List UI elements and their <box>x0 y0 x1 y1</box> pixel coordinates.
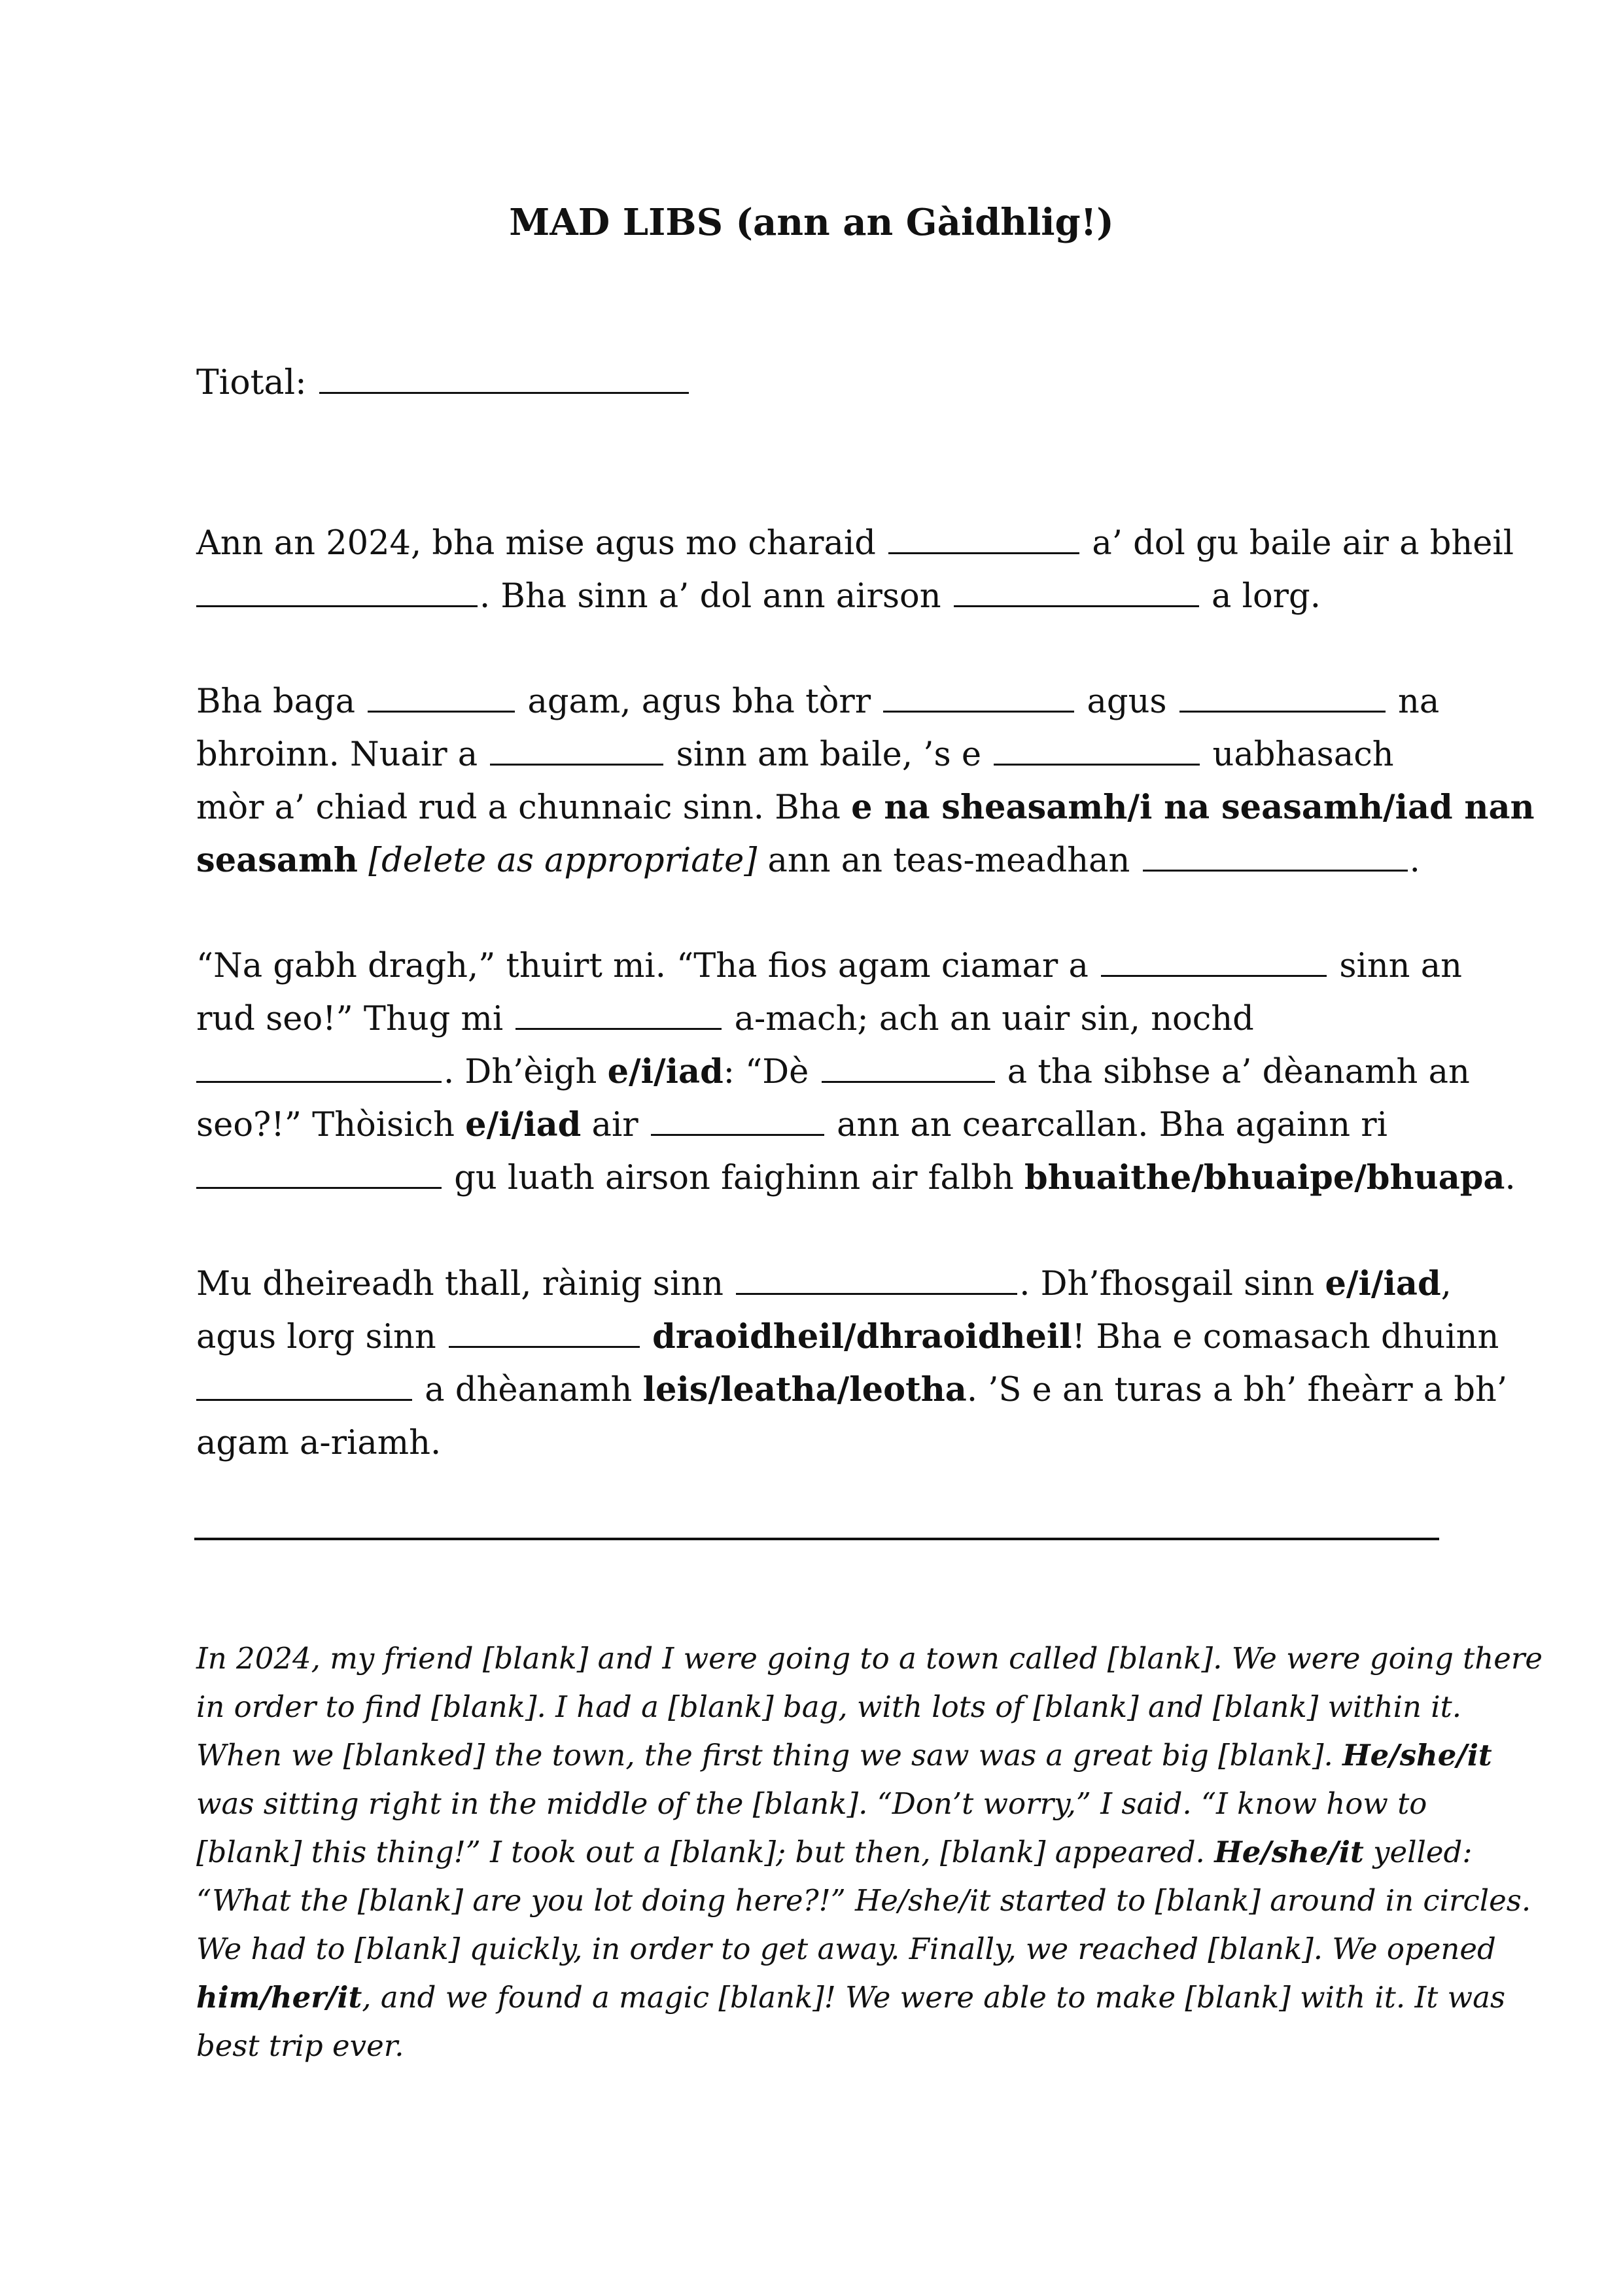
story-text: rud seo!” Thug mi <box>196 1000 504 1038</box>
blank-verb-circles[interactable] <box>651 1100 824 1136</box>
tiotal-blank[interactable] <box>319 358 689 394</box>
tiotal-line <box>196 357 691 409</box>
story-text: ! Bha e comasach dhuinn <box>1072 1318 1499 1356</box>
story-paragraph-3 <box>196 940 1516 1205</box>
blank-exclamation-word[interactable] <box>822 1047 995 1083</box>
story-line <box>196 1258 1452 1311</box>
story-text: . ’S e an turas a bh’ fheàrr a bh’ <box>966 1371 1508 1409</box>
blank-verb-reached[interactable] <box>490 730 663 766</box>
story-text: a-mach; ach an uair sin, nochd <box>734 1000 1254 1038</box>
story-instruction: [delete as appropriate] <box>368 841 758 880</box>
blank-bag-adjective[interactable] <box>368 677 515 713</box>
story-paragraph-1 <box>196 517 1514 623</box>
story-text: “Na gabh dragh,” thuirt mi. “Tha fios agam ciamar a <box>196 947 1089 985</box>
section-divider <box>194 1538 1439 1540</box>
story-text: . Dh’èigh <box>444 1053 597 1091</box>
story-line <box>196 1099 1439 1152</box>
story-text: seo?!” Thòisich <box>196 1106 455 1144</box>
story-text: ann an cearcallan. Bha againn ri <box>837 1106 1387 1144</box>
story-text: air <box>591 1106 638 1144</box>
blank-bag-contents-2[interactable] <box>1179 677 1386 713</box>
story-bold-choice: e/i/iad <box>465 1105 582 1144</box>
story-line <box>196 728 1439 781</box>
blank-verb-handle[interactable] <box>1101 941 1327 977</box>
blank-big-thing[interactable] <box>994 730 1200 766</box>
blank-thing-made[interactable] <box>196 1365 412 1401</box>
story-text: uabhasach <box>1212 735 1394 774</box>
story-line <box>196 675 1439 728</box>
story-text: ann an teas-meadhan <box>767 841 1130 880</box>
story-text: . <box>1505 1159 1516 1197</box>
story-line <box>196 940 1462 993</box>
story-bold-choice: draoidheil/dhraoidheil <box>652 1317 1072 1356</box>
story-bold-choice: e/i/iad <box>1325 1264 1441 1303</box>
story-line <box>196 1417 1439 1470</box>
story-bold-choice: e na sheasamh/i na seasamh/iad nan <box>851 788 1535 827</box>
story-text: a dhèanamh <box>425 1371 633 1409</box>
story-text: agus lorg sinn <box>196 1318 436 1356</box>
story-text: bhroinn. Nuair a <box>196 735 478 774</box>
translation-line: in order to find [blank]. I had a [blank] bag, with lots of [blank] and [blank] within it. <box>196 1689 1462 1724</box>
translation-text: , and we found a magic [blank]! We were able to make [blank] with it. It was <box>362 1980 1506 2015</box>
translation-line <box>196 1973 1506 2022</box>
translation-bold: He/she/it <box>1342 1738 1492 1773</box>
story-line <box>196 1364 1508 1417</box>
translation-bold: him/her/it <box>196 1980 362 2015</box>
tiotal-label: Tiotal: <box>196 363 307 402</box>
story-text: mòr a’ chiad rud a chunnaic sinn. Bha <box>196 788 841 827</box>
translation-text: [blank] this thing!” I took out a [blank]; but then, [blank] appeared. <box>196 1835 1205 1869</box>
blank-item-taken-out[interactable] <box>515 994 722 1030</box>
translation-line <box>196 1828 1473 1877</box>
blank-destination[interactable] <box>736 1259 1017 1295</box>
translation-line <box>196 1731 1492 1780</box>
story-paragraph-2 <box>196 675 1535 887</box>
story-text: gu luath airson faighinn air falbh <box>454 1159 1014 1197</box>
blank-town-name[interactable] <box>196 571 478 607</box>
blank-verb-quickly[interactable] <box>196 1153 442 1189</box>
translation-line: best trip ever. <box>196 2028 404 2063</box>
story-text: a tha sibhse a’ dèanamh an <box>1007 1053 1470 1091</box>
story-text: agam, agus bha tòrr <box>527 682 871 721</box>
translation-text: yelled: <box>1373 1835 1473 1869</box>
story-text: a lorg. <box>1212 577 1321 616</box>
story-text: Mu dheireadh thall, ràinig sinn <box>196 1265 724 1303</box>
story-line <box>196 1152 1516 1205</box>
translation-line: We had to [blank] quickly, in order to get away. Finally, we reached [blank]. We opened <box>196 1932 1496 1966</box>
story-text: agus <box>1087 682 1167 721</box>
story-line <box>196 517 1514 570</box>
story-text: Ann an 2024, bha mise agus mo charaid <box>196 524 876 563</box>
blank-magic-item[interactable] <box>449 1312 640 1348</box>
blank-place[interactable] <box>1143 836 1408 872</box>
story-text: . Dh’fhosgail sinn <box>1019 1265 1315 1303</box>
story-line <box>196 1046 1470 1099</box>
story-bold-choice: seasamh <box>196 841 358 880</box>
translation-text: When we [blanked] the town, the first thing we saw was a great big [blank]. <box>196 1738 1333 1773</box>
english-translation <box>196 1634 1543 2070</box>
story-line <box>196 570 1439 623</box>
story-text: Bha baga <box>196 682 356 721</box>
story-line <box>196 1311 1499 1364</box>
story-text: . Bha sinn a’ dol ann airson <box>480 577 941 616</box>
blank-object-to-find[interactable] <box>954 571 1199 607</box>
translation-line: “What the [blank] are you lot doing here?!” He/she/it started to [blank] around in circles. <box>196 1883 1531 1918</box>
translation-bold: He/she/it <box>1214 1835 1364 1869</box>
story-text: na <box>1398 682 1440 721</box>
story-paragraph-4 <box>196 1258 1508 1470</box>
story-line <box>196 834 1439 887</box>
story-text: : “Dè <box>723 1053 809 1091</box>
translation-line: was sitting right in the middle of the [blank]. “Don’t worry,” I said. “I know how to <box>196 1786 1427 1821</box>
translation-line: In 2024, my friend [blank] and I were going to a town called [blank]. We were going there <box>196 1641 1543 1676</box>
story-text: , <box>1440 1265 1452 1303</box>
blank-bag-contents-1[interactable] <box>883 677 1074 713</box>
page-title: MAD LIBS (ann an Gàidhlig!) <box>509 201 1114 244</box>
story-text: a’ dol gu baile air a bheil <box>1092 524 1514 563</box>
story-bold-choice: e/i/iad <box>607 1052 724 1091</box>
blank-character-appeared[interactable] <box>196 1047 442 1083</box>
story-bold-choice: leis/leatha/leotha <box>642 1370 967 1409</box>
story-text: . <box>1409 841 1420 880</box>
story-line <box>196 781 1535 834</box>
story-line <box>196 993 1439 1046</box>
story-text: sinn an <box>1339 947 1462 985</box>
story-text: sinn am baile, ’s e <box>676 735 982 774</box>
blank-friend-name[interactable] <box>888 518 1079 554</box>
story-text: agam a-riamh. <box>196 1424 442 1462</box>
story-bold-choice: bhuaithe/bhuaipe/bhuapa <box>1024 1158 1505 1197</box>
